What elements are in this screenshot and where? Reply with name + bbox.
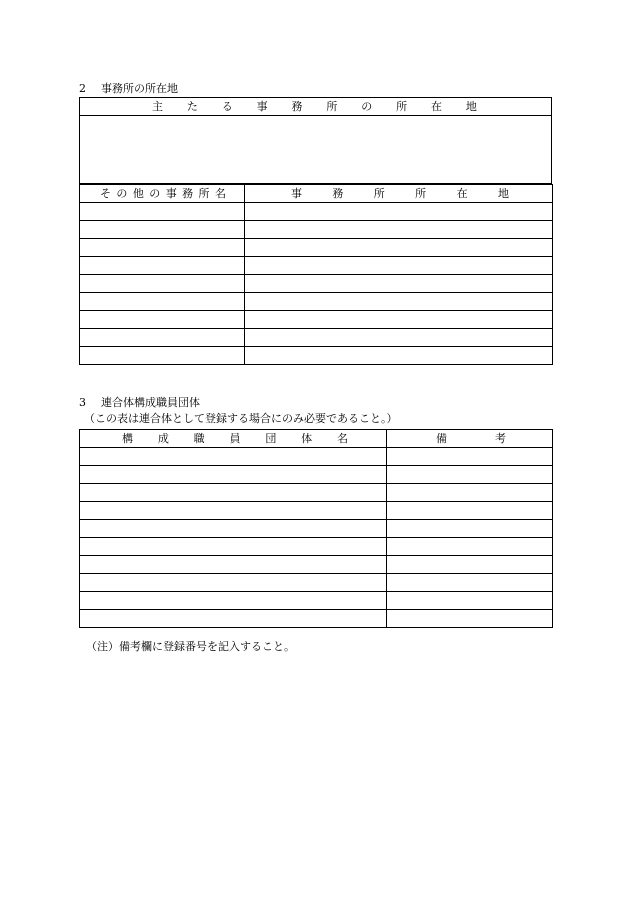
other-office-name-cell[interactable] — [80, 239, 245, 257]
main-office-header-text: 主 た る 事 務 所 の 所 在 地 — [152, 99, 477, 113]
other-office-name-cell[interactable] — [80, 203, 245, 221]
other-office-row — [80, 275, 553, 293]
member-row — [80, 502, 553, 520]
member-remarks-cell[interactable] — [387, 610, 553, 628]
member-name-cell[interactable] — [80, 448, 387, 466]
member-row — [80, 520, 553, 538]
other-office-location-cell[interactable] — [245, 203, 553, 221]
member-organizations-table — [79, 429, 553, 628]
other-office-row — [80, 221, 553, 239]
other-office-name-cell[interactable] — [80, 257, 245, 275]
member-remarks-cell[interactable] — [387, 538, 553, 556]
member-name-cell[interactable] — [80, 610, 387, 628]
member-remarks-cell[interactable] — [387, 574, 553, 592]
other-offices-name-header-text: そ の 他 の 事 務 所 名 — [100, 186, 226, 200]
member-remarks-cell[interactable] — [387, 466, 553, 484]
other-office-location-cell[interactable] — [245, 293, 553, 311]
member-row — [80, 556, 553, 574]
section-3-number: 3 — [79, 396, 86, 409]
member-name-cell[interactable] — [80, 484, 387, 502]
other-office-location-cell[interactable] — [245, 257, 553, 275]
member-name-header — [80, 430, 387, 448]
member-remarks-cell[interactable] — [387, 484, 553, 502]
member-row — [80, 592, 553, 610]
member-name-cell[interactable] — [80, 520, 387, 538]
member-name-cell[interactable] — [80, 466, 387, 484]
other-office-location-cell[interactable] — [245, 311, 553, 329]
member-name-cell[interactable] — [80, 538, 387, 556]
other-offices-table — [79, 184, 553, 365]
other-offices-name-header — [80, 185, 245, 203]
member-remarks-cell[interactable] — [387, 556, 553, 574]
other-office-location-cell[interactable] — [245, 239, 553, 257]
member-row — [80, 466, 553, 484]
member-remarks-cell[interactable] — [387, 448, 553, 466]
other-office-row — [80, 329, 553, 347]
remarks-header — [387, 430, 553, 448]
section-3-title: 連合体構成職員団体 — [101, 396, 200, 409]
member-name-cell[interactable] — [80, 556, 387, 574]
other-offices-body — [80, 203, 553, 365]
member-organizations-body — [80, 448, 553, 628]
member-name-cell[interactable] — [80, 502, 387, 520]
other-office-name-cell[interactable] — [80, 347, 245, 365]
main-office-table — [79, 97, 552, 184]
other-office-row — [80, 257, 553, 275]
main-office-value-cell[interactable] — [80, 116, 552, 184]
section-3-note: （この表は連合体として登録する場合にのみ必要であること。） — [84, 412, 398, 425]
member-remarks-cell[interactable] — [387, 502, 553, 520]
member-row — [80, 610, 553, 628]
member-name-cell[interactable] — [80, 574, 387, 592]
section-2-heading — [79, 82, 178, 96]
other-office-row — [80, 239, 553, 257]
section-2-title: 事務所の所在地 — [101, 82, 178, 95]
member-row — [80, 448, 553, 466]
other-offices-location-header — [245, 185, 553, 203]
other-office-name-cell[interactable] — [80, 311, 245, 329]
other-office-name-cell[interactable] — [80, 293, 245, 311]
member-remarks-cell[interactable] — [387, 592, 553, 610]
other-office-location-cell[interactable] — [245, 329, 553, 347]
member-name-cell[interactable] — [80, 592, 387, 610]
remarks-header-text: 備 考 — [436, 431, 506, 445]
other-office-row — [80, 293, 553, 311]
other-office-location-cell[interactable] — [245, 275, 553, 293]
other-office-row — [80, 311, 553, 329]
main-office-header — [80, 98, 552, 116]
other-office-name-cell[interactable] — [80, 329, 245, 347]
member-row — [80, 574, 553, 592]
member-row — [80, 484, 553, 502]
footnote: （注）備考欄に登録番号を記入すること。 — [86, 640, 295, 653]
member-name-header-text: 構 成 職 員 団 体 名 — [122, 431, 348, 445]
other-office-name-cell[interactable] — [80, 221, 245, 239]
other-office-location-cell[interactable] — [245, 347, 553, 365]
other-offices-location-header-text: 事 務 所 所 在 地 — [291, 186, 509, 200]
member-remarks-cell[interactable] — [387, 520, 553, 538]
member-row — [80, 538, 553, 556]
section-2-number: 2 — [79, 82, 86, 95]
other-office-name-cell[interactable] — [80, 275, 245, 293]
other-office-row — [80, 347, 553, 365]
other-office-location-cell[interactable] — [245, 221, 553, 239]
section-3-heading — [79, 396, 200, 410]
other-office-row — [80, 203, 553, 221]
